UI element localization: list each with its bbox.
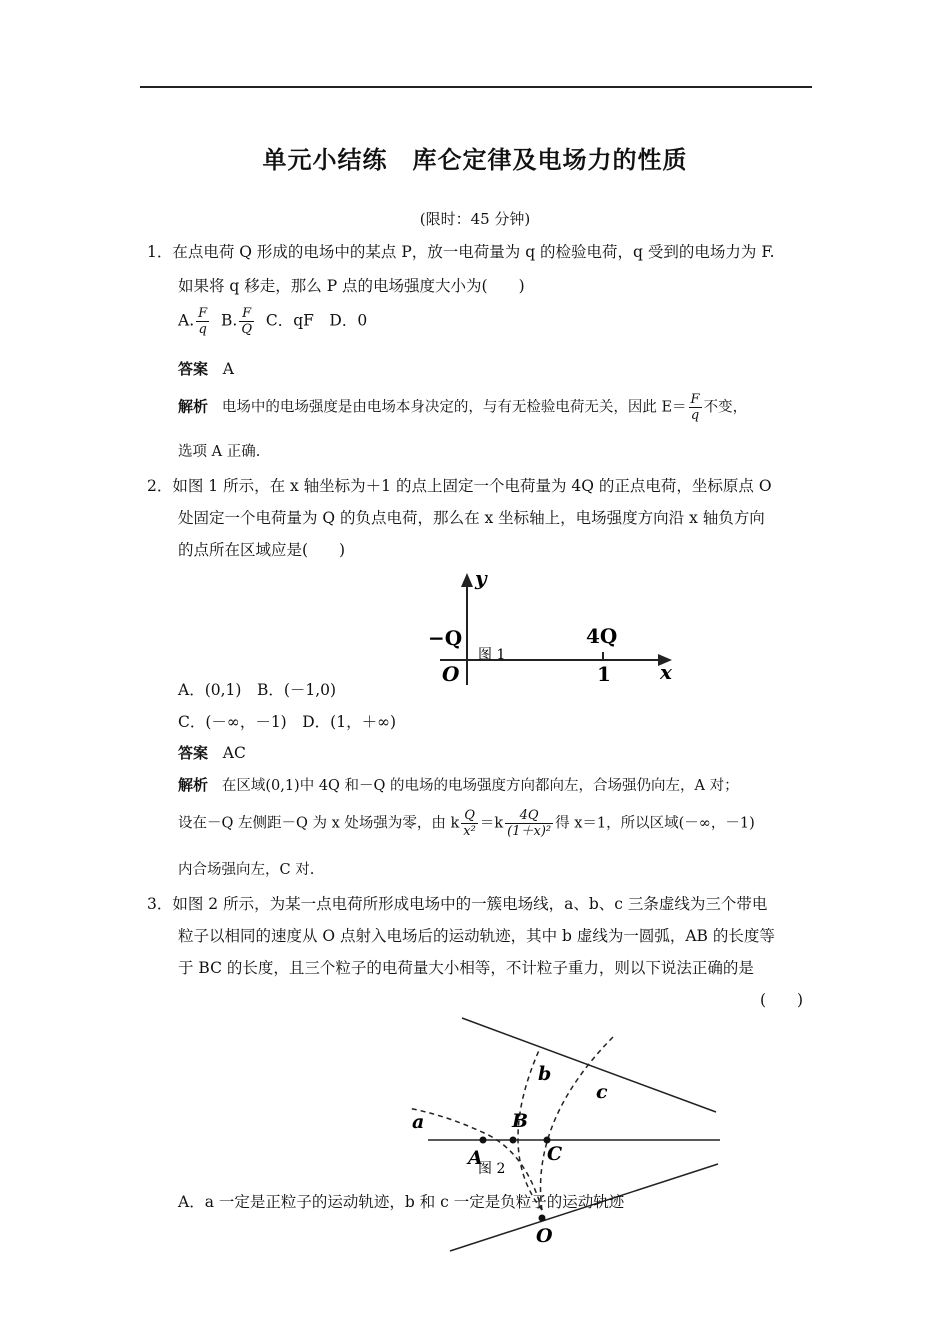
q3-line3: 于 BC 的长度，且三个粒子的电荷量大小相等，不计粒子重力，则以下说法正确的是 — [178, 959, 754, 977]
figure-2 — [390, 1010, 730, 1260]
q1-analysis-line1: 解析 电场中的电场强度是由电场本身决定的，与有无检验电荷无关，因此 E＝ $\frac{F}{q}$ 不变， — [178, 392, 748, 423]
answer-label: 答案 — [178, 360, 209, 378]
q3-answer-bracket: ( ) — [760, 991, 804, 1009]
q1-optA-fraction: $\frac{F}{q}$ — [198, 306, 208, 337]
label-O: O — [536, 1225, 553, 1247]
figure-1-caption: 图 1 — [478, 647, 506, 663]
y-axis-arrow — [461, 573, 473, 587]
analysis-label: 解析 — [178, 776, 209, 794]
q2-optCD: C．(－∞，－1) D．(1，＋∞) — [178, 713, 397, 731]
figure-1 — [420, 565, 690, 690]
time-limit: (限时：45 分钟) — [419, 210, 531, 228]
label-C: C — [547, 1143, 563, 1165]
x-label: x — [660, 660, 672, 684]
q1-line2: 如果将 q 移走，那么 P 点的电场强度大小为( ) — [178, 277, 525, 295]
q3-optA: A．a 一定是正粒子的运动轨迹，b 和 c 一定是负粒子的运动轨迹 — [178, 1193, 625, 1211]
q1-options — [178, 306, 367, 337]
q2-analysis-line3: 内合场强向左，C 对. — [178, 862, 315, 878]
origin-label: O — [442, 662, 460, 686]
label-a: a — [412, 1111, 425, 1133]
q2-analysis-fraction1: $\frac{Q}{\text{x²}}$ — [463, 808, 476, 839]
q2-answer — [178, 742, 246, 763]
q1-optB-fraction: $\frac{F}{Q}$ — [241, 306, 253, 337]
point-B — [510, 1137, 517, 1144]
label-A: A — [468, 1147, 483, 1169]
q3-line1: 3．如图 2 所示，为某一点电荷所形成电场中的一簇电场线，a、b、c 三条虚线为三个带电 — [147, 895, 768, 913]
answer-value: A — [222, 360, 234, 378]
q1-analysis-fraction: $\frac{F}{q}$ — [690, 392, 700, 423]
label-B: B — [512, 1110, 529, 1132]
q2-line1: 2．如图 1 所示，在 x 轴坐标为＋1 的点上固定一个电荷量为 4Q 的正点电荷，坐标原点 O — [147, 477, 772, 495]
q1-line1: 1．在点电荷 Q 形成的电场中的某点 P，放一电荷量为 q 的检验电荷，q 受到的电场力为 F. — [147, 243, 775, 261]
pos-charge-label: 4Q — [586, 624, 618, 648]
q1-optB-prefix: B. — [221, 311, 238, 330]
q1-optA-prefix: A. — [178, 311, 195, 330]
point-A — [480, 1137, 487, 1144]
figure-2-caption: 图 2 — [478, 1161, 506, 1177]
q1-analysis-line2: 选项 A 正确. — [178, 444, 261, 460]
answer-value: AC — [222, 744, 246, 762]
q2-optAB: A．(0,1) B．(－1,0) — [178, 681, 337, 699]
point-O — [539, 1215, 546, 1222]
page-title: 单元小结练 库仑定律及电场力的性质 — [262, 146, 688, 174]
label-b: b — [538, 1063, 552, 1085]
answer-label: 答案 — [178, 744, 209, 762]
q2-line2: 处固定一个电荷量为 Q 的负点电荷，那么在 x 坐标轴上，电场强度方向沿 x 轴负方向 — [178, 509, 765, 527]
q2-analysis-line2: 设在－Q 左侧距－Q 为 x 处场强为零，由 k $\frac{Q}{\text{x²}}$ ＝k $\frac{4Q}{\text{(1＋x)²}}$ 得 x＝1，所以区域(－∞，－1) — [178, 808, 755, 839]
q1-answer — [178, 358, 234, 379]
one-label: 1 — [597, 662, 611, 686]
q2-analysis-fraction2: $\frac{4Q}{\text{(1＋x)²}}$ — [507, 808, 552, 839]
q2-line3: 的点所在区域应是( ) — [178, 541, 346, 559]
q1-optCD: C．qF D．0 — [265, 311, 368, 330]
header-rule — [140, 86, 812, 88]
analysis-label: 解析 — [178, 397, 209, 416]
q3-line2: 粒子以相同的速度从 O 点射入电场后的运动轨迹，其中 b 虚线为一圆弧，AB 的长度等 — [178, 927, 775, 945]
neg-charge-label: −Q — [428, 626, 463, 650]
q2-analysis-line1: 解析 在区域(0,1)中 4Q 和－Q 的电场的电场强度方向都向左，合场强仍向左，A 对； — [178, 776, 739, 794]
y-label: y — [475, 566, 487, 590]
label-c: c — [596, 1081, 608, 1103]
